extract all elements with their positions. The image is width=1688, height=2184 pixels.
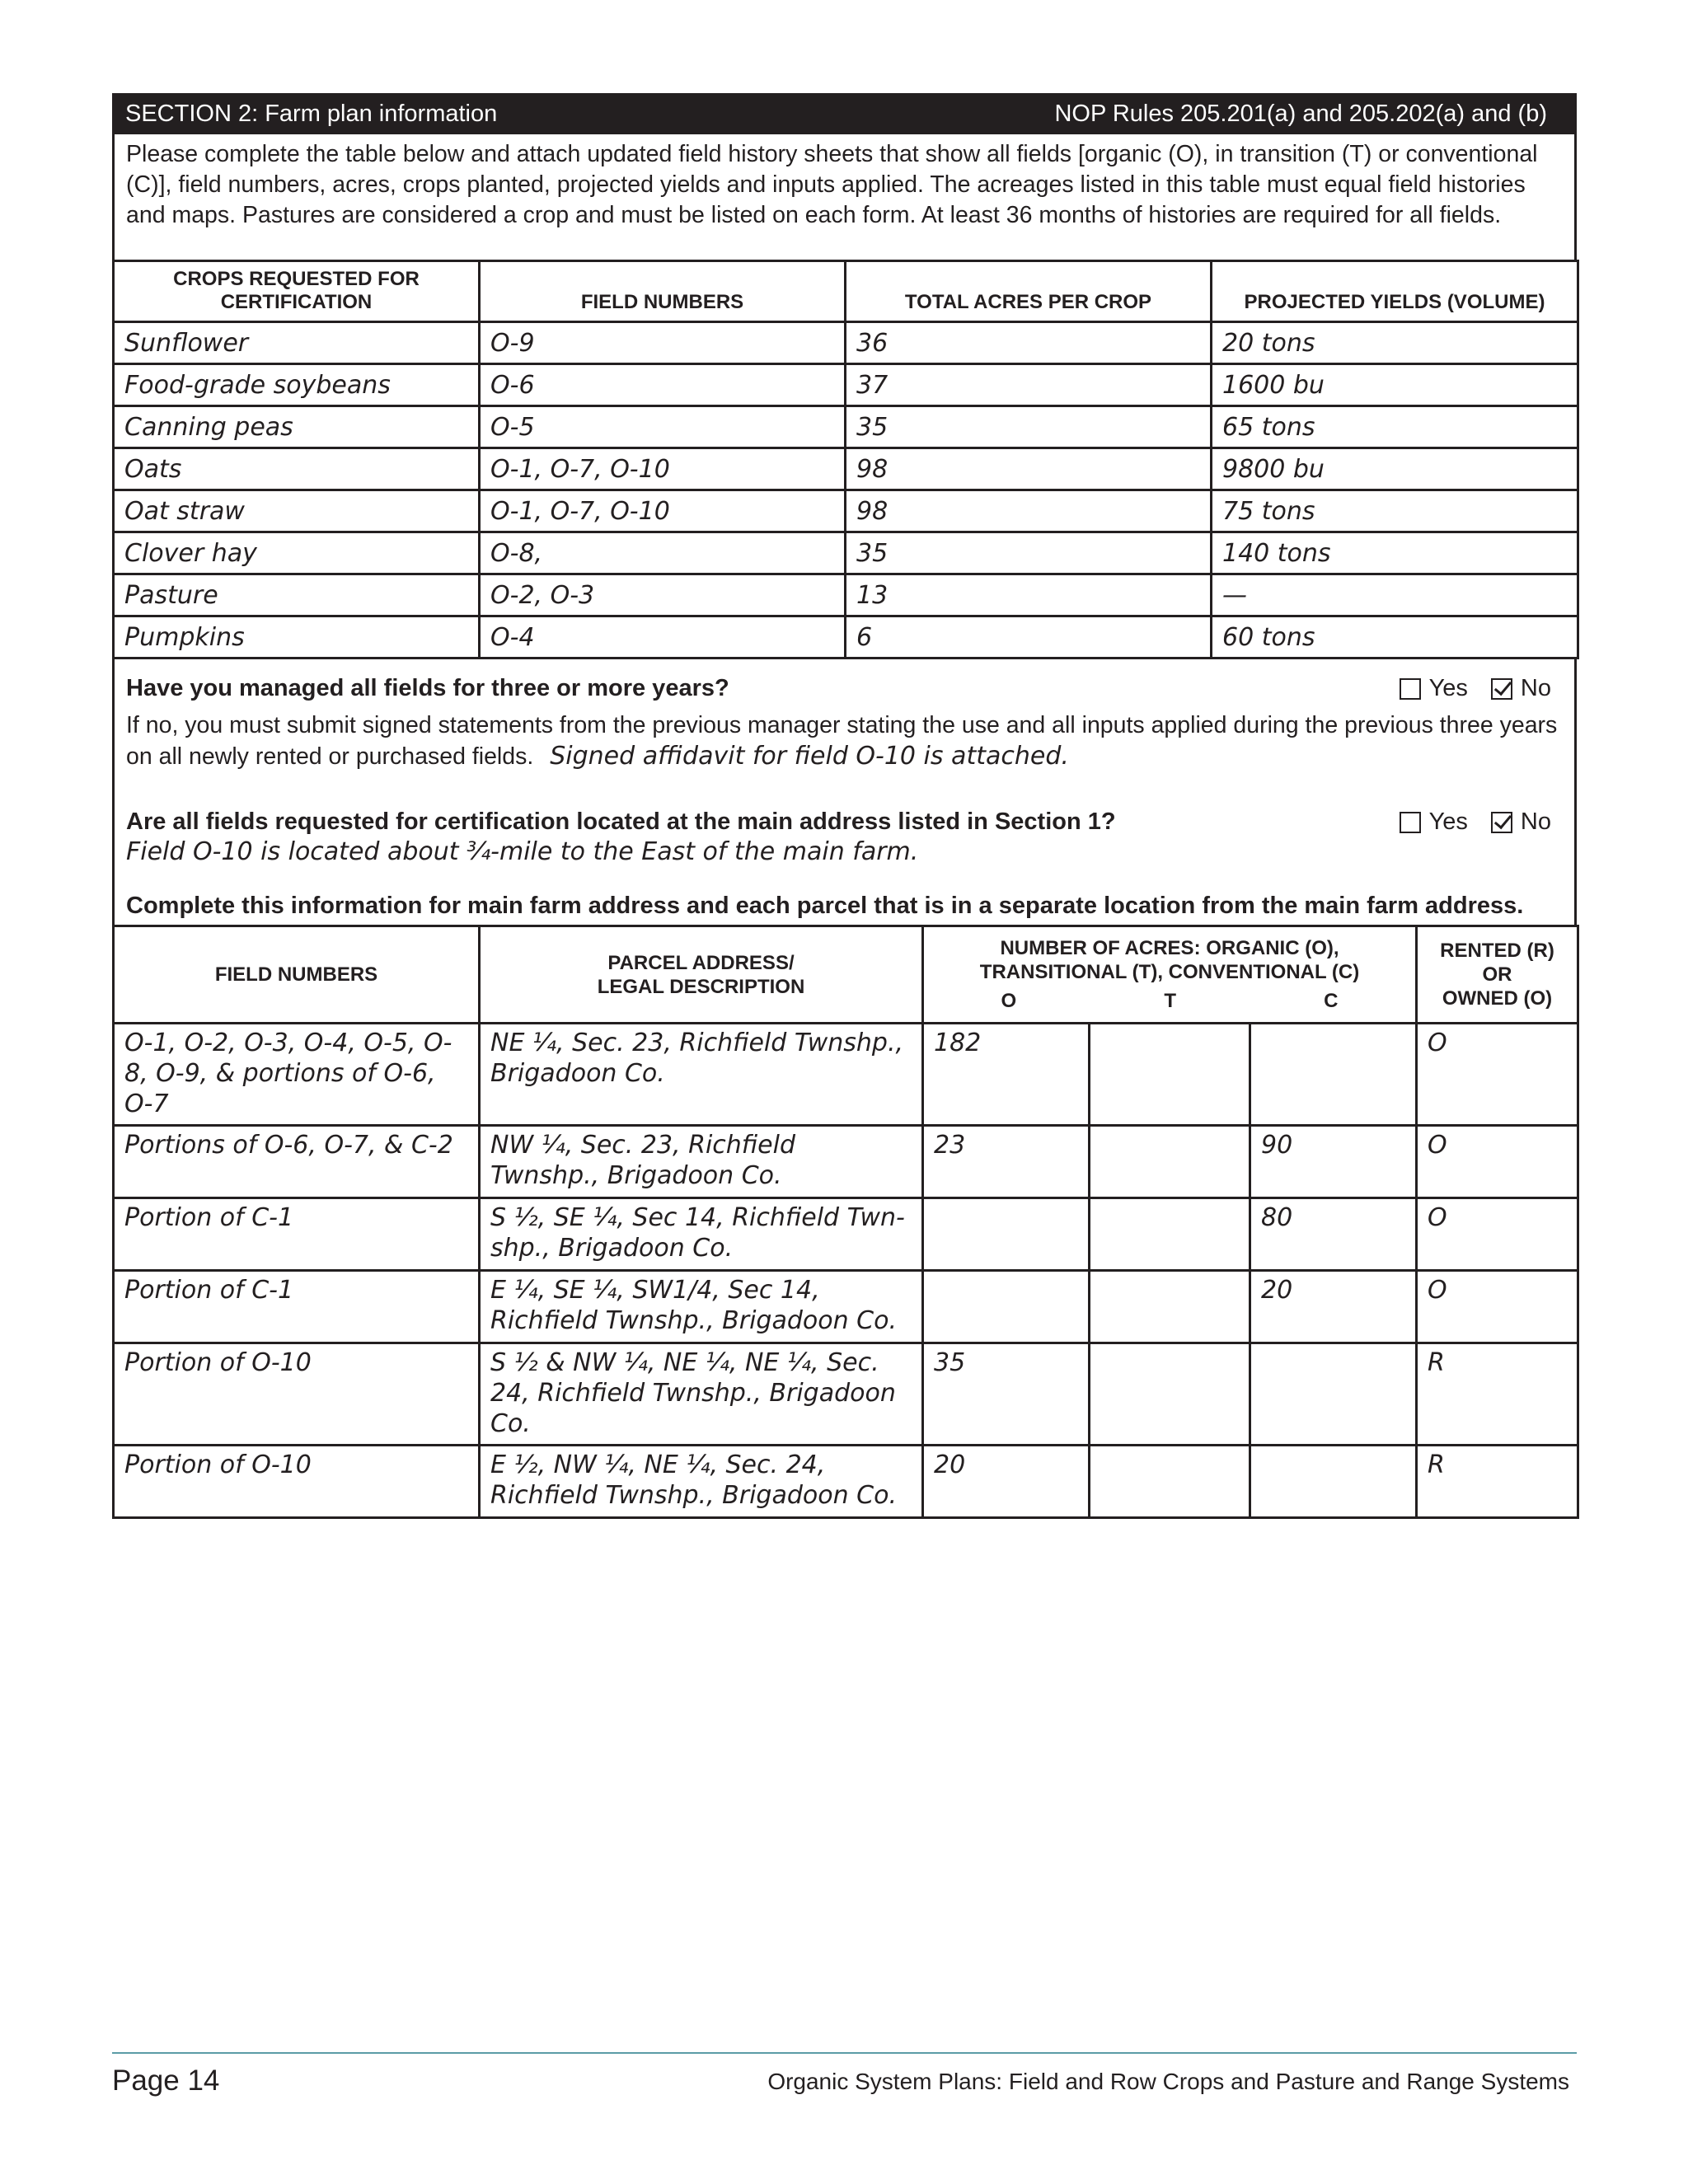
parcel-header-rented-line2: OR xyxy=(1482,963,1512,986)
section-rules: NOP Rules 205.201(a) and 205.202(a) and (b) xyxy=(1054,100,1547,127)
crop-cell-field-numbers[interactable]: O-2, O-3 xyxy=(480,574,846,616)
footer-page-number: Page 14 xyxy=(112,2064,220,2097)
parcel-cell-rented-owned[interactable]: R xyxy=(1417,1343,1578,1446)
crop-cell-crop-name[interactable]: Food-grade soybeans xyxy=(114,364,480,406)
main-address-yes-label: Yes xyxy=(1428,808,1468,835)
crop-cell-total-acres[interactable]: 36 xyxy=(846,322,1212,364)
managed-years-yes-label: Yes xyxy=(1428,675,1468,701)
farm-plan-form xyxy=(112,93,1577,1519)
acres-subheaders xyxy=(927,989,1412,1013)
parcel-cell-field-numbers[interactable]: Portion of C-1 xyxy=(114,1198,480,1271)
crops-table xyxy=(112,260,1579,659)
parcel-header-address-line1: PARCEL ADDRESS/ xyxy=(607,951,795,974)
crop-cell-crop-name[interactable]: Clover hay xyxy=(114,532,480,574)
section-title: SECTION 2: Farm plan information xyxy=(125,100,498,127)
parcel-row xyxy=(114,1126,1578,1198)
crop-cell-field-numbers[interactable]: O-8, xyxy=(480,532,846,574)
crops-header-fields: FIELD NUMBERS xyxy=(480,261,846,322)
crop-cell-crop-name[interactable]: Pumpkins xyxy=(114,616,480,658)
crop-cell-projected-yield[interactable]: 60 tons xyxy=(1212,616,1578,658)
crop-row xyxy=(114,490,1578,532)
parcel-cell-acres-transitional[interactable] xyxy=(1090,1446,1250,1518)
crop-cell-crop-name[interactable]: Sunflower xyxy=(114,322,480,364)
crops-header-crop: CROPS REQUESTED FOR CERTIFICATION xyxy=(114,261,480,322)
parcel-cell-rented-owned[interactable]: O xyxy=(1417,1198,1578,1271)
footer-document-title: Organic System Plans: Field and Row Crops and Pasture and Range Systems xyxy=(767,2069,1569,2094)
managed-years-note xyxy=(126,710,1563,772)
crop-row xyxy=(114,532,1578,574)
crop-row xyxy=(114,574,1578,616)
parcel-cell-acres-organic[interactable]: 182 xyxy=(923,1024,1090,1126)
parcel-header-acres-line1: NUMBER OF ACRES: ORGANIC (O), xyxy=(1000,937,1339,959)
main-address-no-checkbox[interactable] xyxy=(1491,812,1512,833)
parcel-cell-acres-transitional[interactable] xyxy=(1090,1271,1250,1343)
crop-cell-total-acres[interactable]: 35 xyxy=(846,532,1212,574)
parcel-cell-acres-conventional[interactable] xyxy=(1250,1024,1417,1126)
parcel-cell-acres-organic[interactable]: 35 xyxy=(923,1343,1090,1446)
crop-row xyxy=(114,406,1578,448)
parcel-cell-parcel-address[interactable]: E ½, NW ¼, NE ¼, Sec. 24, Richfield Twnshp., Brigadoon Co. xyxy=(480,1446,923,1518)
crops-header-acres: TOTAL ACRES PER CROP xyxy=(846,261,1212,322)
crop-cell-crop-name[interactable]: Oats xyxy=(114,448,480,490)
crop-cell-projected-yield[interactable]: 9800 bu xyxy=(1212,448,1578,490)
parcel-cell-field-numbers[interactable]: Portion of O-10 xyxy=(114,1343,480,1446)
crop-cell-projected-yield[interactable]: 140 tons xyxy=(1212,532,1578,574)
parcel-header-rented-line1: RENTED (R) xyxy=(1440,940,1554,962)
parcel-cell-acres-conventional[interactable]: 80 xyxy=(1250,1198,1417,1271)
question-main-address xyxy=(126,793,1563,836)
managed-years-options xyxy=(1400,675,1563,702)
parcel-row xyxy=(114,1343,1578,1446)
acres-subheader-t: T xyxy=(1164,990,1176,1012)
parcel-row xyxy=(114,1446,1578,1518)
parcel-cell-parcel-address[interactable]: E ¼, SE ¼, SW1/4, Sec 14, Richfield Twnshp., Brigadoon Co. xyxy=(480,1271,923,1343)
crop-cell-total-acres[interactable]: 37 xyxy=(846,364,1212,406)
parcel-cell-rented-owned[interactable]: O xyxy=(1417,1024,1578,1126)
parcel-cell-acres-transitional[interactable] xyxy=(1090,1198,1250,1271)
parcel-cell-acres-transitional[interactable] xyxy=(1090,1343,1250,1446)
parcel-cell-acres-conventional[interactable] xyxy=(1250,1343,1417,1446)
parcel-table-header xyxy=(114,926,1578,1024)
crop-cell-total-acres[interactable]: 98 xyxy=(846,448,1212,490)
parcel-cell-field-numbers[interactable]: Portions of O-6, O-7, & C-2 xyxy=(114,1126,480,1198)
crop-cell-field-numbers[interactable]: O-1, O-7, O-10 xyxy=(480,490,846,532)
parcel-cell-acres-conventional[interactable] xyxy=(1250,1446,1417,1518)
main-address-yes-checkbox[interactable] xyxy=(1400,812,1421,833)
parcel-table xyxy=(112,925,1579,1519)
crops-header-yields: PROJECTED YIELDS (VOLUME) xyxy=(1212,261,1578,322)
crop-cell-field-numbers[interactable]: O-5 xyxy=(480,406,846,448)
parcel-cell-parcel-address[interactable]: S ½ & NW ¼, NE ¼, NE ¼, Sec. 24, Richfield Twnshp., Brigadoon Co. xyxy=(480,1343,923,1446)
parcel-header-address xyxy=(480,926,923,1024)
parcel-header-rented-line3: OWNED (O) xyxy=(1442,987,1553,1010)
parcel-cell-rented-owned[interactable]: R xyxy=(1417,1446,1578,1518)
questions-area xyxy=(112,659,1577,925)
managed-years-no-label: No xyxy=(1520,675,1551,701)
parcel-cell-acres-organic[interactable] xyxy=(923,1271,1090,1343)
parcel-cell-acres-conventional[interactable]: 20 xyxy=(1250,1271,1417,1343)
parcel-cell-field-numbers[interactable]: Portion of C-1 xyxy=(114,1271,480,1343)
crop-cell-total-acres[interactable]: 6 xyxy=(846,616,1212,658)
parcel-cell-rented-owned[interactable]: O xyxy=(1417,1271,1578,1343)
crop-cell-total-acres[interactable]: 35 xyxy=(846,406,1212,448)
parcel-cell-acres-organic[interactable]: 20 xyxy=(923,1446,1090,1518)
crop-cell-projected-yield[interactable]: 20 tons xyxy=(1212,322,1578,364)
main-address-no-label: No xyxy=(1520,808,1551,835)
crop-cell-projected-yield[interactable]: 1600 bu xyxy=(1212,364,1578,406)
crop-cell-crop-name[interactable]: Oat straw xyxy=(114,490,480,532)
crop-row xyxy=(114,322,1578,364)
parcel-row xyxy=(114,1024,1578,1126)
footer-rule xyxy=(112,2052,1577,2054)
parcel-row xyxy=(114,1271,1578,1343)
parcel-cell-acres-conventional[interactable]: 90 xyxy=(1250,1126,1417,1198)
crop-row xyxy=(114,364,1578,406)
crop-cell-total-acres[interactable]: 98 xyxy=(846,490,1212,532)
managed-years-yes-checkbox[interactable] xyxy=(1400,678,1421,700)
acres-subheader-o: O xyxy=(1001,990,1017,1012)
crop-cell-field-numbers[interactable]: O-1, O-7, O-10 xyxy=(480,448,846,490)
crop-cell-projected-yield[interactable]: 75 tons xyxy=(1212,490,1578,532)
managed-years-note-text: If no, you must submit signed statements from the previous manager stating the use and all inputs applied during the previous three years on all newly rented or purchased fields. xyxy=(126,712,1558,770)
parcel-cell-rented-owned[interactable]: O xyxy=(1417,1126,1578,1198)
complete-info-note: Complete this information for main farm address and each parcel that is in a separate location from the main farm address. xyxy=(126,893,1524,919)
parcel-cell-field-numbers[interactable]: O-1, O-2, O-3, O-4, O-5, O-8, O-9, & portions of O-6, O-7 xyxy=(114,1024,480,1126)
parcel-header-acres-line2: TRANSITIONAL (T), CONVENTIONAL (C) xyxy=(979,961,1360,983)
parcel-cell-parcel-address[interactable]: NE ¼, Sec. 23, Richfield Twnshp., Brigadoon Co. xyxy=(480,1024,923,1126)
parcel-header-fields: FIELD NUMBERS xyxy=(114,926,480,1024)
acres-subheader-c: C xyxy=(1324,990,1339,1012)
parcel-cell-parcel-address[interactable]: NW ¼, Sec. 23, Richfield Twnshp., Brigadoon Co. xyxy=(480,1126,923,1198)
managed-years-answer[interactable]: Signed affidavit for field O-10 is attached. xyxy=(550,742,1069,771)
parcel-cell-field-numbers[interactable]: Portion of O-10 xyxy=(114,1446,480,1518)
crop-cell-field-numbers[interactable]: O-6 xyxy=(480,364,846,406)
parcel-cell-acres-transitional[interactable] xyxy=(1090,1024,1250,1126)
parcel-cell-acres-organic[interactable]: 23 xyxy=(923,1126,1090,1198)
parcel-header-acres xyxy=(923,926,1417,1024)
parcel-header-rented xyxy=(1417,926,1578,1024)
crop-row xyxy=(114,616,1578,658)
crop-cell-crop-name[interactable]: Canning peas xyxy=(114,406,480,448)
crop-cell-total-acres[interactable]: 13 xyxy=(846,574,1212,616)
parcel-cell-acres-transitional[interactable] xyxy=(1090,1126,1250,1198)
crop-cell-projected-yield[interactable]: — xyxy=(1212,574,1578,616)
crop-cell-field-numbers[interactable]: O-9 xyxy=(480,322,846,364)
crop-cell-field-numbers[interactable]: O-4 xyxy=(480,616,846,658)
parcel-cell-acres-organic[interactable] xyxy=(923,1198,1090,1271)
question-managed-years-text: Have you managed all fields for three or more years? xyxy=(126,675,729,701)
parcel-cell-parcel-address[interactable]: S ½, SE ¼, Sec 14, Richfield Twn-shp., Brigadoon Co. xyxy=(480,1198,923,1271)
crop-cell-crop-name[interactable]: Pasture xyxy=(114,574,480,616)
managed-years-no-checkbox[interactable] xyxy=(1491,678,1512,700)
main-address-answer[interactable]: Field O-10 is located about ¾-mile to the East of the main farm. xyxy=(126,837,919,866)
intro-text: Please complete the table below and attach updated field history sheets that show all fields [organic (O), in transition (T) or conventional (C)], field numbers, acres, crops planted, projected yields and inputs applied. The acreages listed in this table must equal field histories and maps. Pastures are considered a crop and must be listed on each form. At least 36 months of histories are required for all fields. xyxy=(112,134,1577,260)
crop-row xyxy=(114,448,1578,490)
crop-cell-projected-yield[interactable]: 65 tons xyxy=(1212,406,1578,448)
parcel-header-address-line2: LEGAL DESCRIPTION xyxy=(597,975,805,998)
main-address-options xyxy=(1400,808,1563,836)
question-managed-years xyxy=(126,659,1563,702)
question-main-address-text: Are all fields requested for certification located at the main address listed in Section 1? xyxy=(126,808,1116,835)
crops-table-header xyxy=(114,261,1578,322)
parcel-row xyxy=(114,1198,1578,1271)
section-header xyxy=(112,93,1577,134)
